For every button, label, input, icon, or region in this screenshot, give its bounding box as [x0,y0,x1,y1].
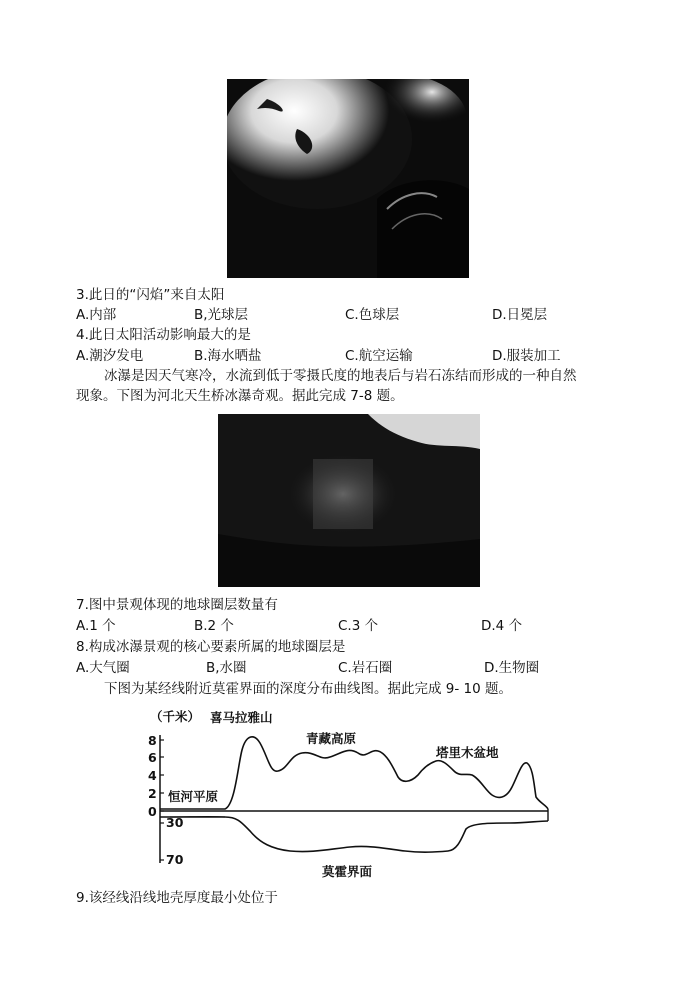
question-4-option-c: C.航空运输 [345,348,413,364]
question-8-option-b: B,水圈 [206,660,247,676]
question-4-option-b: B.海水晒盐 [194,348,262,364]
question-9-stem: 9.该经线沿线地壳厚度最小处位于 [76,890,278,906]
question-7-stem: 7.图中景观体现的地球圈层数量有 [76,597,278,613]
question-4-option-a: A.潮汐发电 [76,348,144,364]
question-8-option-d: D.生物圈 [484,660,540,676]
tick-2: 2 [148,786,157,801]
passage-ice-line-2: 现象。下图为河北天生桥冰瀑奇观。据此完成 7-8 题。 [76,388,404,404]
label-tarim: 塔里木盆地 [436,745,499,760]
question-8-option-a: A.大气圈 [76,660,130,676]
label-tibet: 青藏高原 [306,731,357,746]
passage-ice-line-1: 冰瀑是因天气寒冷，水流到低于零摄氏度的地表后与岩石冻结而形成的一种自然 [104,368,577,384]
question-3-option-c: C.色球层 [345,307,400,323]
question-7-option-a: A.1 个 [76,618,116,634]
question-4-option-d: D.服装加工 [492,348,561,364]
ice-waterfall-photo [218,414,480,587]
moho-figure [130,705,560,885]
question-3-option-a: A.内部 [76,307,117,323]
question-7-option-c: C.3 个 [338,618,379,634]
ice-waterfall-image [218,414,480,587]
question-3-stem: 3.此日的“闪焰”来自太阳 [76,287,225,303]
solar-photo-image [227,79,469,278]
tick-6: 6 [148,750,157,765]
label-ganges: 恒河平原 [168,789,219,804]
tick-30: 30 [166,815,184,830]
unit-label: （千米） [150,709,201,724]
question-8-stem: 8.构成冰瀑景观的核心要素所属的地球圈层是 [76,639,346,655]
question-3-option-d: D.日冕层 [492,307,548,323]
passage-moho: 下图为某经线附近莫霍界面的深度分布曲线图。据此完成 9- 10 题。 [104,681,513,697]
label-moho: 莫霍界面 [322,864,373,879]
question-3-option-b: B,光球层 [194,307,249,323]
moho-curve [160,817,548,852]
tick-8: 8 [148,733,157,748]
tick-0: 0 [148,804,157,819]
tick-4: 4 [148,768,157,783]
question-7-option-d: D.4 个 [481,618,523,634]
tick-70: 70 [166,852,184,867]
question-7-option-b: B.2 个 [194,618,234,634]
solar-photo [227,79,469,278]
label-himalaya: 喜马拉雅山 [210,710,273,725]
question-4-stem: 4.此日太阳活动影响最大的是 [76,327,251,343]
question-8-option-c: C.岩石圈 [338,660,393,676]
